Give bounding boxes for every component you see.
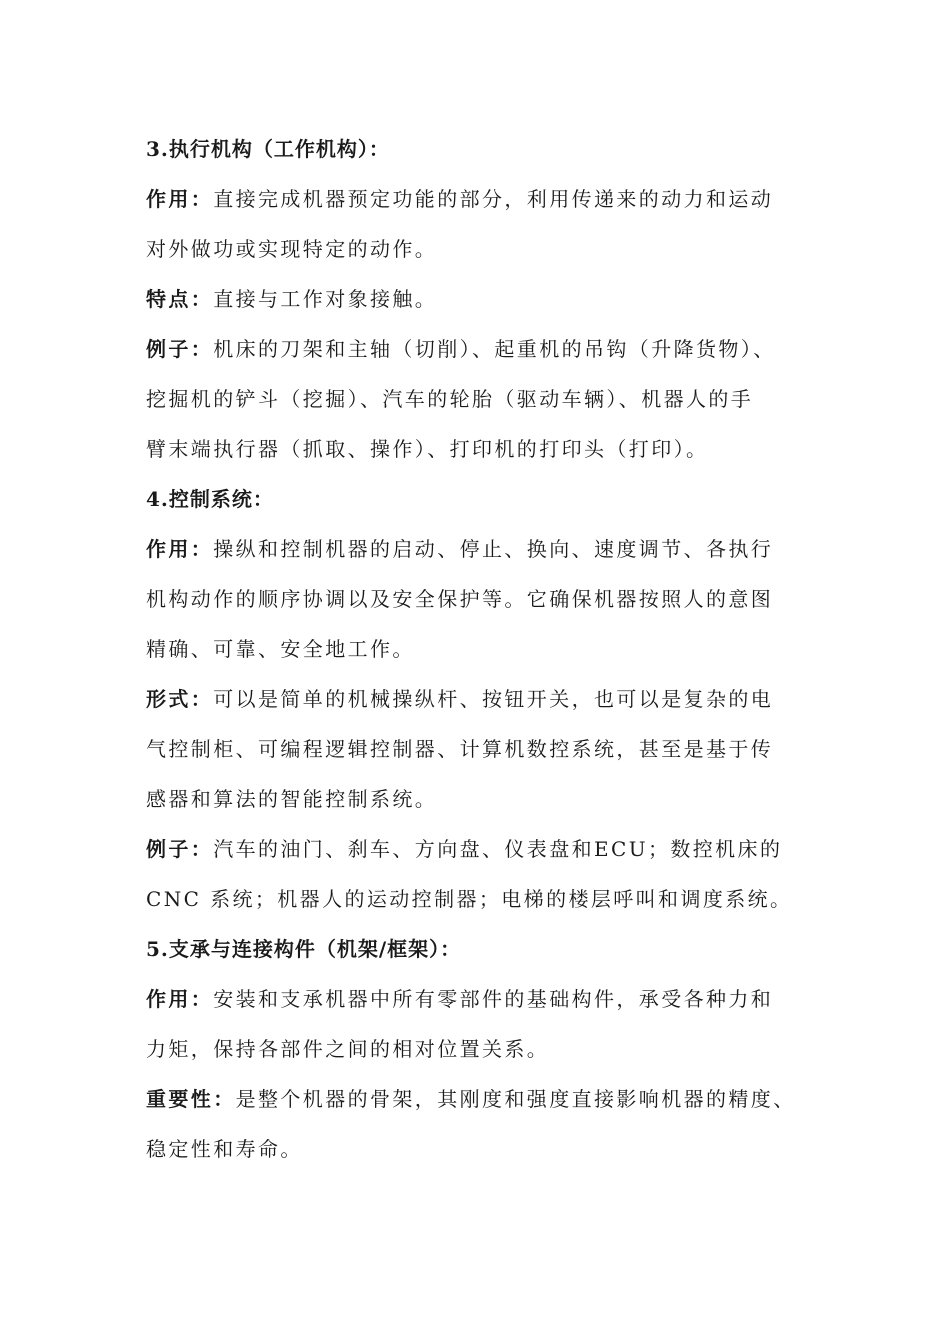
form-label: 形式： [146,687,214,711]
example-label: 例子： [146,837,214,861]
section-3-role-line-2: 对外做功或实现特定的动作。 [146,237,438,261]
section-4-form-line-3: 感器和算法的智能控制系统。 [146,787,438,811]
section-5-role-line [146,974,846,1024]
section-4-example-line-2: CNC 系统；机器人的运动控制器；电梯的楼层呼叫和调度系统。 [146,887,793,911]
form-text: 可以是简单的机械操纵杆、按钮开关，也可以是复杂的电 [213,687,774,711]
example-text: 机床的刀架和主轴（切削）、起重机的吊钩（升降货物）、 [213,337,776,361]
section-4-heading: 4.控制系统： [146,487,274,511]
section-5-heading: 5.支承与连接构件（机架/框架）： [146,937,462,961]
role-label: 作用： [146,187,214,211]
section-4-form-line [146,674,846,724]
section-5-importance-line [146,1074,846,1124]
section-4-role-line [146,524,846,574]
section-4-form-line-2: 气控制柜、可编程逻辑控制器、计算机数控系统，甚至是基于传 [146,737,774,761]
section-5-role-line-2: 力矩，保持各部件之间的相对位置关系。 [146,1037,550,1061]
section-3-example-line [146,324,846,374]
role-text: 操纵和控制机器的启动、停止、换向、速度调节、各执行 [213,537,774,561]
role-text: 直接完成机器预定功能的部分，利用传递来的动力和运动 [213,187,774,211]
feature-text: 直接与工作对象接触。 [213,287,438,311]
section-3-example-line-2: 挖掘机的铲斗（挖掘）、汽车的轮胎（驱动车辆）、机器人的手 [146,387,754,411]
role-label: 作用： [146,987,214,1011]
section-3-role-line [146,174,846,224]
feature-label: 特点： [146,287,214,311]
section-4-role-line-3: 精确、可靠、安全地工作。 [146,637,415,661]
importance-label: 重要性： [146,1087,236,1111]
section-5-importance-line-2: 稳定性和寿命。 [146,1137,303,1161]
example-text: 汽车的油门、刹车、方向盘、仪表盘和ECU；数控机床的 [213,837,783,861]
role-label: 作用： [146,537,214,561]
section-3-heading: 3.执行机构（工作机构）： [146,137,390,161]
section-3-feature-line [146,274,846,324]
section-4-example-line [146,824,846,874]
section-3-example-line-3: 臂末端执行器（抓取、操作）、打印机的打印头（打印）。 [146,437,709,461]
role-text: 安装和支承机器中所有零部件的基础构件，承受各种力和 [213,987,774,1011]
document-page [146,124,846,1174]
section-4-role-line-2: 机构动作的顺序协调以及安全保护等。它确保机器按照人的意图 [146,587,774,611]
example-label: 例子： [146,337,214,361]
importance-text: 是整个机器的骨架，其刚度和强度直接影响机器的精度、 [235,1087,796,1111]
